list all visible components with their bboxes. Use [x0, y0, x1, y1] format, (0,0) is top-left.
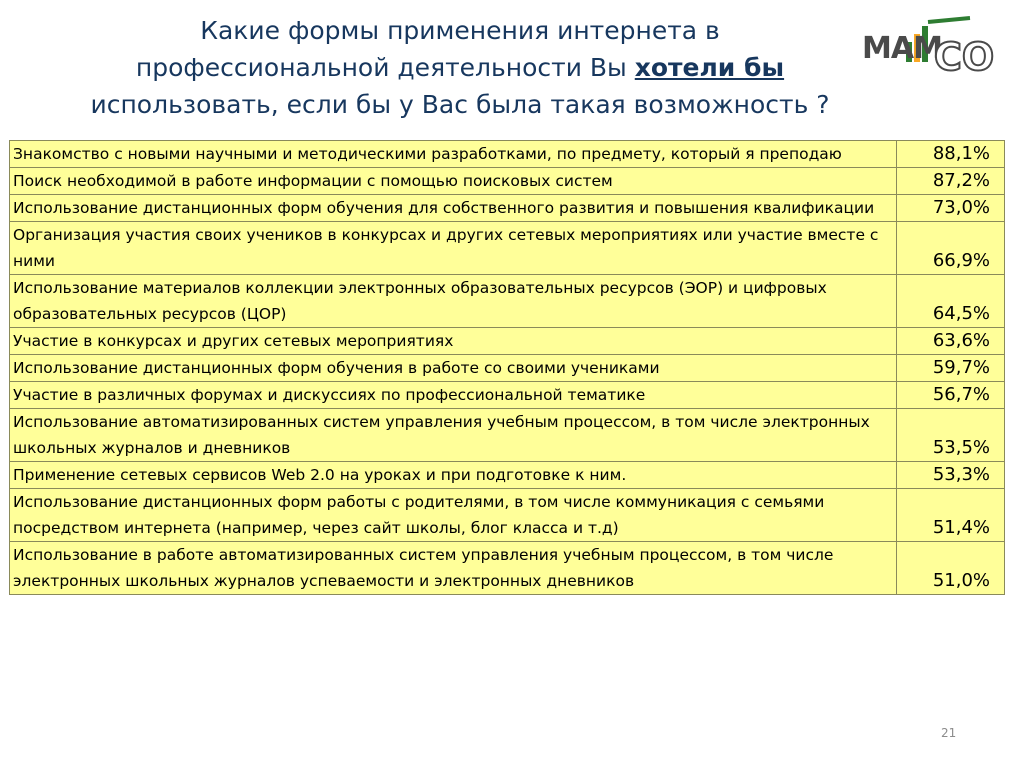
- table-row: [10, 382, 1005, 409]
- row-percentage: 87,2%: [897, 168, 1005, 195]
- row-label: Поиск необходимой в работе информации с помощью поисковых систем: [10, 168, 897, 195]
- row-label: Знакомство с новыми научными и методическими разработками, по предмету, который я преподаю: [10, 141, 897, 168]
- table-row: [10, 328, 1005, 355]
- title-emphasis: хотели бы: [634, 53, 785, 82]
- slide-title: [20, 12, 900, 123]
- page-number: 21: [941, 726, 957, 740]
- row-percentage: 64,5%: [897, 275, 1005, 328]
- table-row: [10, 275, 1005, 328]
- table-row: [10, 542, 1005, 595]
- table-row: [10, 168, 1005, 195]
- svg-text:МАМ: МАМ: [862, 31, 942, 66]
- row-percentage: 63,6%: [897, 328, 1005, 355]
- row-label: Использование в работе автоматизированных систем управления учебным процессом, в том числе электронных школьных журналов успеваемости и электронных дневников: [10, 542, 897, 595]
- row-label: Организация участия своих учеников в конкурсах и других сетевых мероприятиях или участие вместе с ними: [10, 222, 897, 275]
- row-percentage: 73,0%: [897, 195, 1005, 222]
- row-percentage: 53,3%: [897, 462, 1005, 489]
- survey-results-table: [9, 140, 1005, 595]
- row-label: Использование автоматизированных систем управления учебным процессом, в том числе электронных школьных журналов и дневников: [10, 409, 897, 462]
- table-row: [10, 355, 1005, 382]
- row-percentage: 56,7%: [897, 382, 1005, 409]
- row-percentage: 88,1%: [897, 141, 1005, 168]
- row-label: Применение сетевых сервисов Web 2.0 на уроках и при подготовке к ним.: [10, 462, 897, 489]
- row-label: Использование дистанционных форм обучения в работе со своими учениками: [10, 355, 897, 382]
- title-line-2-text: профессиональной деятельности Вы: [135, 53, 635, 82]
- title-line-2: [20, 49, 900, 86]
- table-row: [10, 222, 1005, 275]
- logo-graphic: [862, 18, 994, 78]
- table-row: [10, 489, 1005, 542]
- title-line-1: Какие формы применения интернета в: [200, 16, 720, 45]
- row-label: Использование дистанционных форм обучения для собственного развития и повышения квалификации: [10, 195, 897, 222]
- row-percentage: 66,9%: [897, 222, 1005, 275]
- table-row: [10, 195, 1005, 222]
- table-row: [10, 409, 1005, 462]
- row-label: Использование материалов коллекции электронных образовательных ресурсов (ЭОР) и цифровых образовательных ресурсов (ЦОР): [10, 275, 897, 328]
- row-label: Участие в различных форумах и дискуссиях по профессиональной тематике: [10, 382, 897, 409]
- title-line-3: использовать, если бы у Вас была такая возможность ?: [90, 90, 830, 119]
- row-label: Участие в конкурсах и других сетевых мероприятиях: [10, 328, 897, 355]
- table-row: [10, 141, 1005, 168]
- row-percentage: 51,4%: [897, 489, 1005, 542]
- table-row: [10, 462, 1005, 489]
- row-label: Использование дистанционных форм работы с родителями, в том числе коммуникация с семьями посредством интернета (например, через сайт школы, блог класса и т.д): [10, 489, 897, 542]
- mamso-logo: [858, 12, 1014, 78]
- row-percentage: 59,7%: [897, 355, 1005, 382]
- row-percentage: 53,5%: [897, 409, 1005, 462]
- row-percentage: 51,0%: [897, 542, 1005, 595]
- svg-text:СО: СО: [934, 35, 995, 78]
